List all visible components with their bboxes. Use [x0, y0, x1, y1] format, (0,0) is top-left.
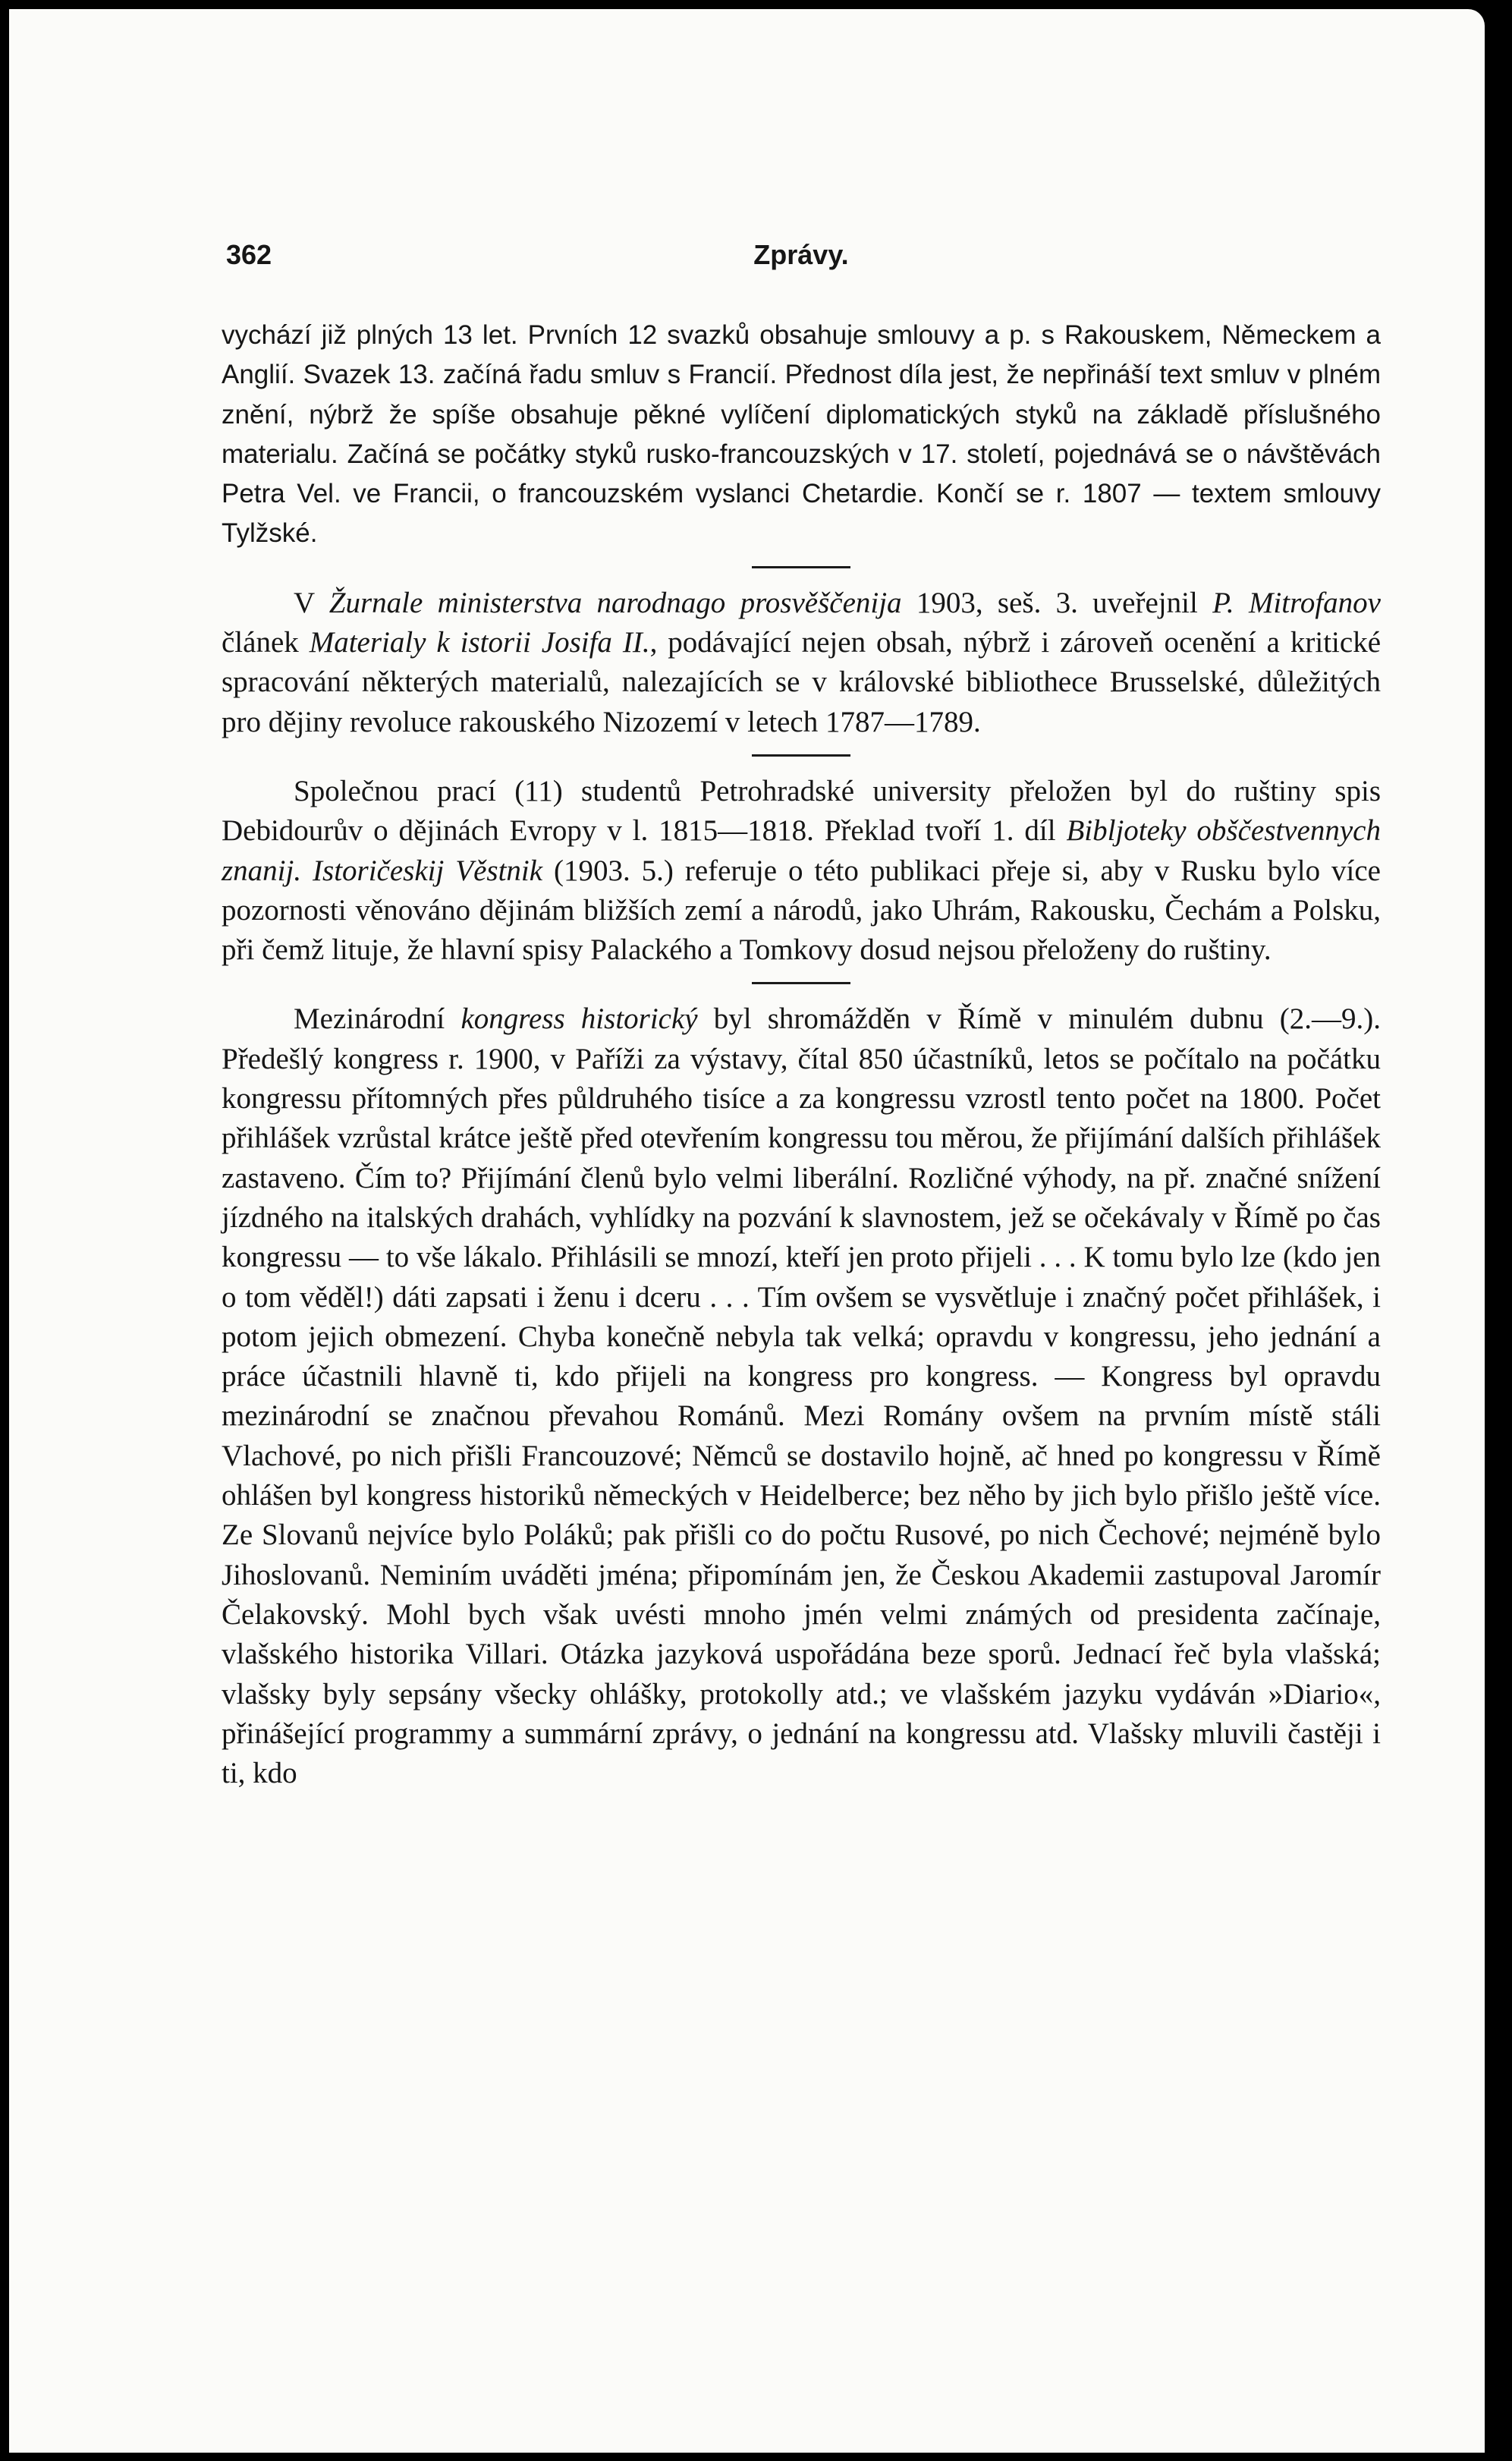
page-title: Zprávy. — [753, 239, 849, 270]
text-segment: byl shromážděn v Římě v minulém dubnu (2.—9.). Předešlý kongress r. 1900, v Paříži za výstavy, čítal 850 účastníků, letos se počítalo na počátku kongressu přítomných přes půldruhého tisíce a za kongressu vzrostl tento počet na 1800. Počet přihlášek vzrůstal krátce ještě před otevřením kongressu tou měrou, že přijímání dalších přihlášek zastaveno. Čím to? Přijímání členů bylo velmi liberální. Rozličné výhody, na př. značné snížení jízdného na italských drahách, vyhlídky na pozvání k slavnostem, jež se očekávaly v Římě po čas kongressu — to vše lákalo. Přihlásili se mnozí, kteří jen proto přijeli . . . K tomu bylo lze (kdo jen o tom věděl!) dáti zapsati i ženu i dceru . . . Tím ovšem se vysvětluje i značný počet přihlášek, i potom jejich obmezení. Chyba konečně nebyla tak velká; opravdu v kongressu, jeho jednání a práce účastnili hlavně ti, kdo přijeli na kongress pro kongress. — Kongress byl opravdu mezinárodní se značnou převahou Románů. Mezi Romány ovšem na prvním místě stáli Vlachové, po nich přišli Francouzové; Němců se dostavilo hojně, ač hned po kongressu v Římě ohlášen byl kongress historiků německých v Heidelberce; bez něho by jich bylo přišlo ještě více. Ze Slovanů nejvíce bylo Poláků; pak přišli co do počtu Rusové, po nich Čechové; nejméně bylo Jihoslovanů. Neminím uváděti jména; připomínám jen, že Českou Akademii zastupoval Jaromír Čelakovský. Mohl bych však uvésti mnoho jmén velmi známých od presidenta začínaje, vlašského historika Villari. Otázka jazyková uspořádána beze sporů. Jednací řeč byla vlašská; vlašsky byly sepsány všecky ohlášky, protokolly atd.; ve vlašském jazyku vydáván »Diario«, přinášející programmy a summární zprávy, o jednání na kongressu atd. Vlašsky mluvili častěji i ti, kdo — [222, 1002, 1382, 1790]
review-title: Istoričeskij Věstnik — [313, 854, 543, 887]
journal-title: Žurnale ministerstva narodnago prosvěščenija — [328, 586, 902, 619]
text-segment: 1903, seš. 3. uveřejnil — [901, 586, 1213, 619]
event-title: kongress historický — [461, 1002, 698, 1036]
text-segment — [301, 854, 313, 887]
text-segment: (1903. 5.) referuje o této publikaci přeje si, aby v Rusku bylo více pozornosti věnováno dějinám bližších zemí a národů, jako Uhrám, Rakousku, Čechám a Polsku, při čemž lituje, že hlavní spisy Palackého a Tomkovy dosud nejsou přeloženy do ruštiny. — [222, 854, 1381, 967]
page-number: 362 — [226, 239, 272, 270]
text-segment: Mezinárodní — [294, 1002, 461, 1036]
section-divider — [752, 566, 850, 568]
author-name: P. Mitrofanov — [1212, 586, 1381, 619]
series-title: Bibljoteky obščestvennych znanij. — [222, 814, 1381, 887]
paragraph-swiss-treaties: vychází již plných 13 let. Prvních 12 svazků obsahuje smlouvy a p. s Rakouskem, Německem a Anglií. Svazek 13. začíná řadu smluv s Francií. Přednost díla jest, že nepřináší text smluv v plném znění, nýbrž že spíše obsahuje pěkné vylíčení diplomatických styků na základě příslušného materialu. Začíná se počátky styků rusko-francouzských v 17. století, pojednává se o návštěvách Petra Vel. ve Francii, o francouzském vyslanci Chetardie. Končí se r. 1807 — textem smlouvy Tylžské. — [222, 320, 1381, 549]
text-segment: článek — [222, 626, 310, 659]
paragraph-debidour — [222, 772, 1381, 970]
section-divider — [752, 754, 850, 757]
page-content — [222, 235, 1381, 1793]
section-divider — [752, 982, 850, 984]
text-segment: Společnou prací (11) studentů Petrohradské university přeložen byl do ruštiny spis Debidourův o dějinách Evropy v l. 1815—1818. Překlad tvoří 1. díl — [222, 774, 1381, 848]
paragraph-congress — [222, 999, 1381, 1793]
page-header — [222, 235, 1381, 281]
paragraph-mitrofanov — [222, 584, 1381, 742]
page — [9, 9, 1485, 2453]
text-segment: V — [294, 586, 329, 619]
article-title: Materialy k istorii Josifa II. — [309, 626, 650, 659]
text-segment: , podávající nejen obsah, nýbrž i zároveň ocenění a kritické spracování některých materialů, nalezajících se v královské bibliothece Brusselské, důležitých pro dějiny revoluce rakouského Nizozemí v letech 1787—1789. — [222, 626, 1382, 738]
